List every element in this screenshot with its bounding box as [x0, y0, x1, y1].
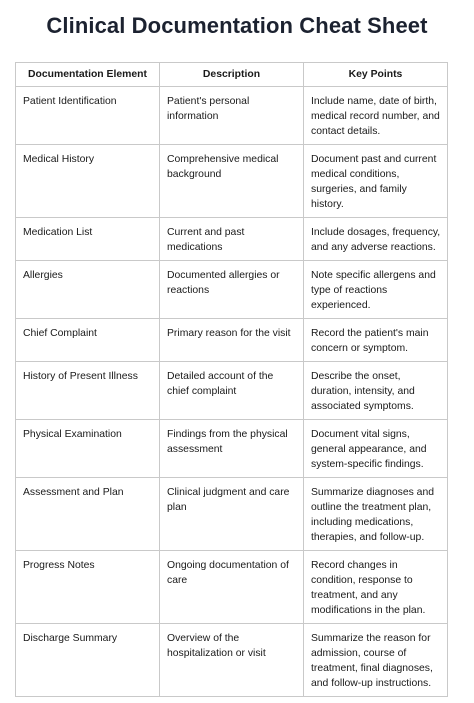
cell-key-points: Note specific allergens and type of reactions experienced. [304, 261, 448, 319]
cell-element: Medication List [16, 218, 160, 261]
cell-description: Ongoing documentation of care [160, 551, 304, 624]
column-header-key-points: Key Points [304, 63, 448, 87]
table-row [16, 145, 448, 218]
table-row [16, 218, 448, 261]
cell-description: Overview of the hospitalization or visit [160, 624, 304, 697]
table-row [16, 551, 448, 624]
table-row [16, 261, 448, 319]
cell-key-points: Record changes in condition, response to treatment, and any modifications in the plan. [304, 551, 448, 624]
cell-element: Assessment and Plan [16, 478, 160, 551]
cell-key-points: Include name, date of birth, medical record number, and contact details. [304, 87, 448, 145]
table-row [16, 478, 448, 551]
table-row [16, 624, 448, 697]
table-row [16, 87, 448, 145]
cell-description: Findings from the physical assessment [160, 420, 304, 478]
table-row [16, 362, 448, 420]
cell-description: Current and past medications [160, 218, 304, 261]
cell-description: Detailed account of the chief complaint [160, 362, 304, 420]
cell-element: Medical History [16, 145, 160, 218]
cell-key-points: Include dosages, frequency, and any adverse reactions. [304, 218, 448, 261]
cell-description: Primary reason for the visit [160, 319, 304, 362]
cell-key-points: Document past and current medical conditions, surgeries, and family history. [304, 145, 448, 218]
cell-element: Chief Complaint [16, 319, 160, 362]
documentation-table [15, 62, 448, 697]
cell-key-points: Summarize diagnoses and outline the treatment plan, including medications, therapies, and follow-up. [304, 478, 448, 551]
column-header-element: Documentation Element [16, 63, 160, 87]
cell-description: Comprehensive medical background [160, 145, 304, 218]
table-row [16, 319, 448, 362]
cell-description: Clinical judgment and care plan [160, 478, 304, 551]
cell-key-points: Describe the onset, duration, intensity, and associated symptoms. [304, 362, 448, 420]
column-header-description: Description [160, 63, 304, 87]
cell-key-points: Summarize the reason for admission, course of treatment, final diagnoses, and follow-up instructions. [304, 624, 448, 697]
cell-element: Patient Identification [16, 87, 160, 145]
cell-key-points: Document vital signs, general appearance, and system-specific findings. [304, 420, 448, 478]
table-row [16, 420, 448, 478]
table-header-row [16, 63, 448, 87]
cell-element: Progress Notes [16, 551, 160, 624]
cell-element: Discharge Summary [16, 624, 160, 697]
page-title: Clinical Documentation Cheat Sheet [46, 13, 428, 38]
cell-element: Allergies [16, 261, 160, 319]
cell-key-points: Record the patient's main concern or symptom. [304, 319, 448, 362]
cell-element: Physical Examination [16, 420, 160, 478]
cell-element: History of Present Illness [16, 362, 160, 420]
cell-description: Documented allergies or reactions [160, 261, 304, 319]
cell-description: Patient's personal information [160, 87, 304, 145]
